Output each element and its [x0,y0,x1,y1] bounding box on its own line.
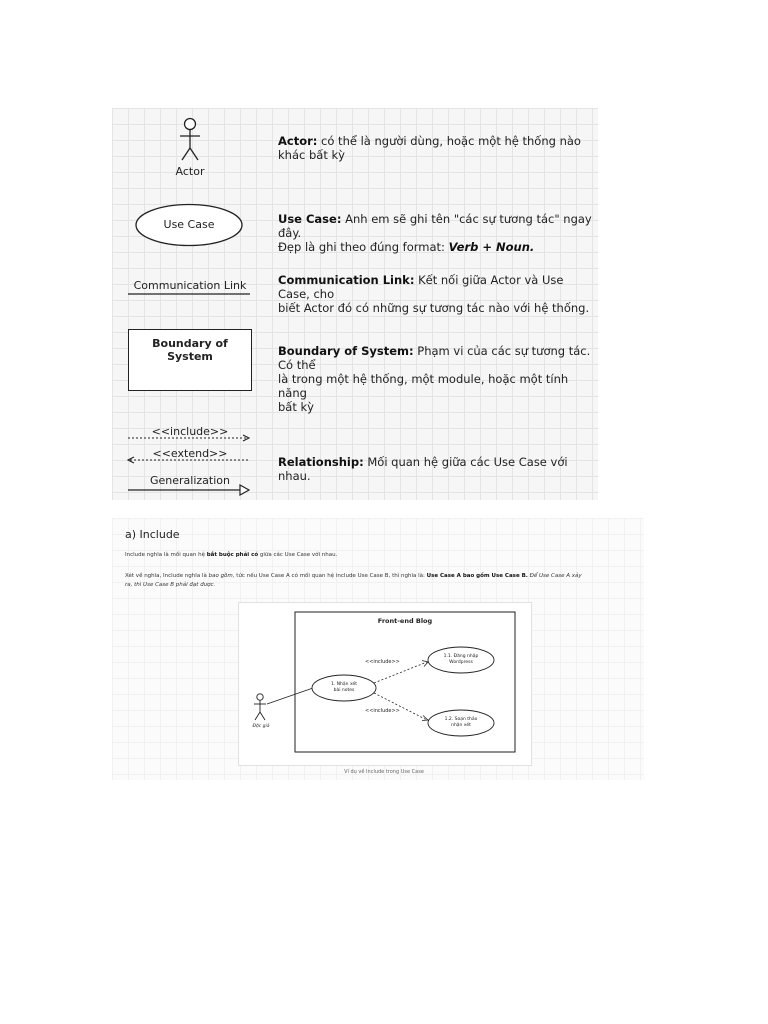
boundary-desc-line1: Phạm vi của các sự tương tác. Có thể [278,344,591,372]
boundary-description [278,344,598,414]
figure-boundary-title: Front-end Blog [377,617,433,625]
actor-term: Actor: [278,134,318,148]
include-paragraph-1 [125,551,635,560]
boundary-of-system-box [128,329,252,391]
communication-link-desc-line1: Kết nối giữa Actor và Use Case, cho [278,273,564,301]
actor-desc-line2: khác bất kỳ [278,148,345,162]
figure-actor-label: Độc giả [252,724,270,729]
use-case-description [278,212,598,254]
generalization-arrow-icon [126,484,252,496]
use-case-format: Verb + Noun. [448,240,535,254]
figure-uc-1-2-line2: nhận xét [451,723,471,728]
figure-caption: Ví dụ về Include trong Use Case [344,769,424,775]
communication-link-symbol-label: Communication Link [133,279,247,292]
p1-part-c: giữa các Use Case với nhau. [258,552,338,558]
boundary-desc-line2: là trong một hệ thống, một module, hoặc một tính năng [278,372,569,400]
reader-actor-icon [254,694,266,720]
figure-uc-main [312,682,376,694]
figure-uc-1-1-line1: 1.1. Đăng nhập [443,654,479,659]
boundary-symbol-label: Boundary of System [152,337,228,363]
include-paragraph-2 [125,572,645,590]
figure-include-top-label: <<include>> [365,659,400,665]
uml-legend-panel [112,108,598,500]
actor-symbol-label: Actor [175,165,205,178]
use-case-desc-line1: Anh em sẽ ghi tên "các sự tương tác" ngay đây. [278,212,592,240]
extend-dashed-arrow-icon [126,456,252,464]
p2-part-e: Để Use Case A xảy [527,573,582,579]
include-example-figure [238,602,532,766]
actor-description [278,134,598,162]
boundary-term: Boundary of System: [278,344,414,358]
communication-link-desc-line2: biết Actor đó có những sự tương tác nào với hệ thống. [278,301,590,315]
use-case-desc-line2: Đẹp là ghi theo đúng format: [278,240,449,254]
figure-uc-main-line2: bài notes [333,688,355,693]
p2-part-c: , tức nếu Use Case A có mối quan hệ include Use Case B, thì nghĩa là: [232,573,427,579]
figure-uc-1-1-line2: Wordpress [449,660,473,665]
extend-arrow-label: <<extend>> [152,447,228,460]
p1-part-a: Include nghĩa là mối quan hệ [125,552,207,558]
communication-link-line-icon [128,292,252,296]
boundary-desc-line3: bất kỳ [278,400,314,414]
include-example-diagram [239,603,531,765]
use-case-symbol-label: Use Case [163,218,215,231]
p2-part-b: bao gồm [208,573,233,579]
figure-uc-1-1 [428,654,494,666]
figure-uc-main-line1: 1. Nhận xét [330,682,358,687]
communication-link-term: Communication Link: [278,273,415,287]
figure-uc-1-2-line1: 1.2. Soạn thảo [444,717,478,722]
relationship-term: Relationship: [278,455,364,469]
use-case-term: Use Case: [278,212,342,226]
p1-part-b: bắt buộc phải có [206,552,259,558]
figure-include-bottom-label: <<include>> [365,708,400,714]
p2-part-d: Use Case A bao gồm Use Case B. [426,573,528,579]
actor-stick-figure-icon [172,116,208,168]
include-arrow-label: <<include>> [151,425,229,438]
generalization-arrow-label: Generalization [150,474,230,487]
relationship-desc: Mối quan hệ giữa các Use Case với nhau. [278,455,568,483]
communication-link-description [278,273,598,315]
figure-uc-1-2 [428,717,494,729]
include-dashed-arrow-icon [126,434,252,442]
relationship-description [278,455,598,483]
p2-part-a: Xét về nghĩa, Include nghĩa là [125,573,209,579]
include-heading: a) Include [125,528,180,541]
p2-part-f: ra, thì Use Case B phải đạt được. [125,582,216,588]
actor-desc-line1: có thể là người dùng, hoặc một hệ thống nào [317,134,581,148]
